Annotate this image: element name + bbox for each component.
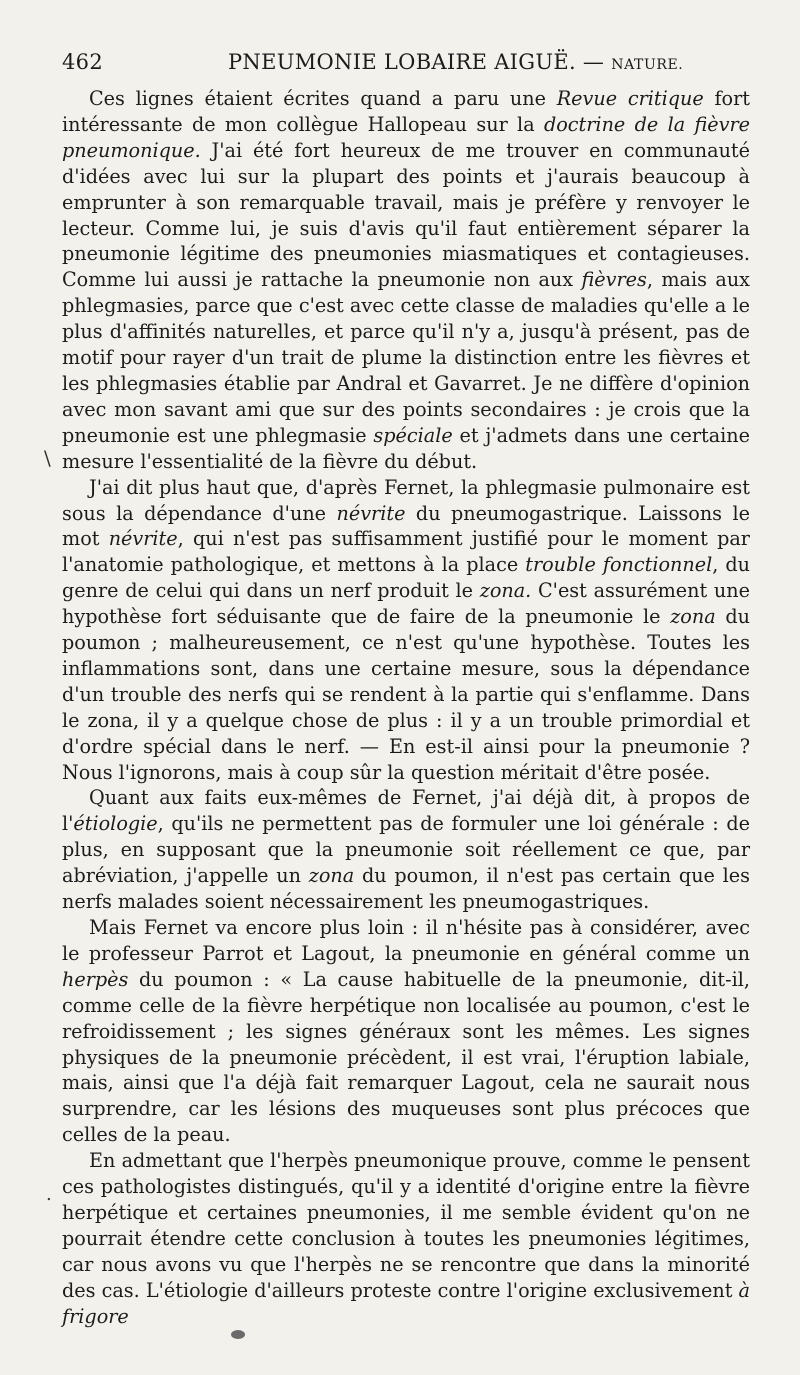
page-number: 462 — [62, 50, 103, 74]
paragraph-2: J'ai dit plus haut que, d'après Fernet, la phlegmasie pulmonaire est sous la dépendance d'une névrite du pneumogastrique. Laissons le mot névrite, qui n'est pas suffisamment justifié pour le moment par l'anatomie pathologique, et mettons à la place trouble fonctionnel, du genre de celui qui dans un nerf produit le zona. C'est assurément une hypothèse fort séduisante que de faire de la pneumonie le zona du poumon ; malheureusement, ce n'est qu'une hypothèse. Toutes les inflammations sont, dans une certaine mesure, sous la dépendance d'un trouble des nerfs qui se rendent à la partie qui s'enflamme. Dans le zona, il y a quelque chose de plus : il y a un trouble primordial et d'ordre spécial dans le nerf. — En est-il ainsi pour la pneumonie ? Nous l'ignorons, mais à coup sûr la question méritait d'être posée. — [62, 475, 751, 784]
paragraph-4: Mais Fernet va encore plus loin : il n'hésite pas à considérer, avec le professeur Parrot et Lagout, la pneumonie en général comme un herpès du poumon : « La cause habituelle de la pneumonie, dit-il, comme celle de la fièvre herpétique non localisée au poumon, c'est le refroidissement ; les signes généraux sont les mêmes. Les signes physiques de la pneumonie précèdent, il est vrai, l'éruption labiale, mais, ainsi que l'a déjà fait remarquer Lagout, cela ne saurait nous surprendre, car les lésions des muqueuses sont plus précoces que celles de la peau. — [62, 916, 750, 1147]
running-title — [228, 50, 683, 74]
chapter-title: PNEUMONIE LOBAIRE AIGUË. — [228, 50, 576, 74]
paragraph-1: Ces lignes étaient écrites quand a paru une Revue critique fort intéressante de mon collègue Hallopeau sur la doctrine de la fièvre pneumonique. J'ai été fort heureux de me trouver en communauté d'idées avec lui sur la plupart des points et j'aurais beaucoup à emprunter à son remarquable travail, mais je préfère y renvoyer le lecteur. Comme lui, je suis d'avis qu'il faut entièrement séparer la pneumonie légitime des pneumonies miasmatiques et contagieuses. Comme lui aussi je rattache la pneumonie non aux fièvres, mais aux phlegmasies, parce que c'est avec cette classe de maladies qu'elle a le plus d'affinités naturelles, et parce qu'il n'y a, jusqu'à présent, pas de motif pour rayer d'un trait de plume la distinction entre les fièvres et les phlegmasies établie par Andral et Gavarret. Je ne diffère d'opinion avec mon savant ami que sur des points secondaires : je crois que la pneumonie est une phlegmasie spéciale et j'admets dans une certaine mesure l'essentialité de la fièvre du début. — [62, 87, 750, 473]
margin-pencil-mark: \ — [44, 446, 51, 470]
title-dash: — — [582, 50, 605, 74]
ink-blot — [231, 1330, 245, 1339]
body-text — [62, 86, 750, 1330]
paragraph-3: Quant aux faits eux-mêmes de Fernet, j'ai déjà dit, à propos de l'étiologie, qu'ils ne permettent pas de formuler une loi générale : de plus, en supposant que la pneumonie soit réellement ce que, par abréviation, j'appelle un zona du poumon, il n'est pas certain que les nerfs malades soient nécessairement les pneumogastriques. — [62, 786, 751, 914]
section-name: NATURE. — [611, 57, 684, 73]
paragraph-5: En admettant que l'herpès pneumonique prouve, comme le pensent ces pathologistes distingués, qu'il y a identité d'origine entre la fièvre herpétique et certaines pneumonies, il me semble évident qu'on ne pourrait étendre cette conclusion à toutes les pneumonies légitimes, car nous avons vu que l'herpès ne se rencontre que dans la minorité des cas. L'étiologie d'ailleurs proteste contre l'origine exclusivement à frigore — [62, 1149, 750, 1328]
running-header — [62, 50, 750, 80]
margin-dot-mark: . — [46, 1184, 52, 1205]
